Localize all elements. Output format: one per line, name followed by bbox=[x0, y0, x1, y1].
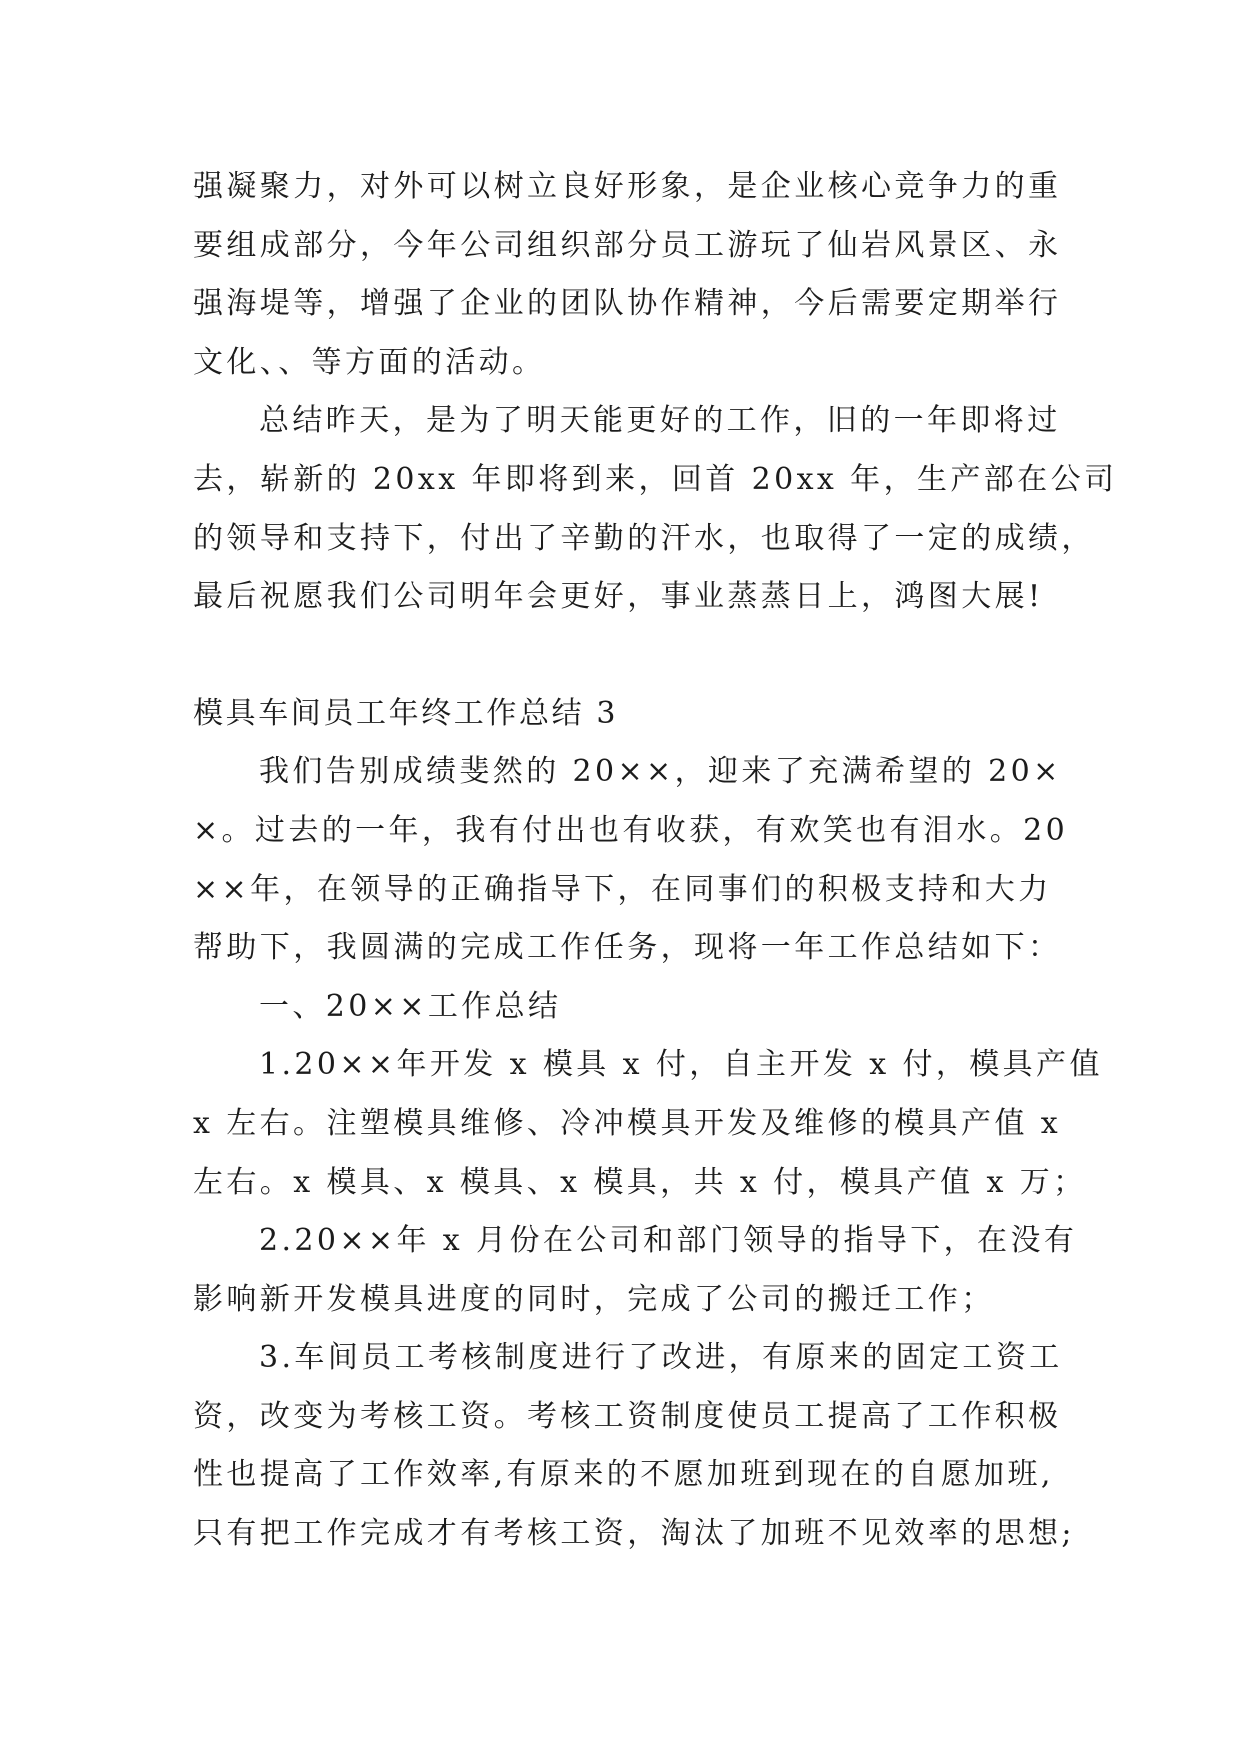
text-line: 性也提高了工作效率,有原来的不愿加班到现在的自愿加班, bbox=[193, 1457, 1054, 1493]
document-body bbox=[193, 158, 1118, 1564]
text-line: ×。过去的一年，我有付出也有收获，有欢笑也有泪水。20 bbox=[193, 812, 1069, 848]
list-item-3 bbox=[193, 1329, 1075, 1563]
text-line: 只有把工作完成才有考核工资，淘汰了加班不见效率的思想; bbox=[193, 1516, 1075, 1552]
text-line: x 左右。注塑模具维修、冷冲模具开发及维修的模具产值 x bbox=[193, 1105, 1062, 1141]
list-item-2 bbox=[193, 1212, 1078, 1329]
list-item-1 bbox=[193, 1036, 1103, 1212]
text-line: 影响新开发模具进度的同时，完成了公司的搬迁工作； bbox=[193, 1281, 995, 1317]
text-line: 强海堤等，增强了企业的团队协作精神，今后需要定期举行 bbox=[193, 286, 1062, 322]
text-line: 强凝聚力，对外可以树立良好形象，是企业核心竞争力的重 bbox=[193, 169, 1062, 204]
section-title: 模具车间员工年终工作总结 3 bbox=[193, 695, 619, 731]
text-line: 1.20××年开发 x 模具 x 付，自主开发 x 付，模具产值 bbox=[259, 1047, 1103, 1083]
text-line: 3.车间员工考核制度进行了改进，有原来的固定工资工 bbox=[259, 1340, 1063, 1376]
text-line: 去，崭新的 20xx 年即将到来，回首 20xx 年，生产部在公司 bbox=[193, 461, 1118, 497]
paragraph-1 bbox=[193, 158, 1062, 392]
text-line: 我们告别成绩斐然的 20××，迎来了充满希望的 20× bbox=[259, 754, 1062, 790]
text-line: 总结昨天，是为了明天能更好的工作，旧的一年即将过 bbox=[259, 403, 1061, 439]
text-line: 文化、、等方面的活动。 bbox=[193, 344, 546, 380]
text-line: 要组成部分，今年公司组织部分员工游玩了仙岩风景区、永 bbox=[193, 227, 1062, 263]
text-line: 最后祝愿我们公司明年会更好，事业蒸蒸日上，鸿图大展! bbox=[193, 579, 1044, 615]
text-line: 的领导和支持下，付出了辛勤的汗水，也取得了一定的成绩， bbox=[193, 520, 1095, 556]
paragraph-3 bbox=[193, 743, 1069, 977]
subheading: 一、20××工作总结 bbox=[259, 988, 562, 1024]
text-line: 帮助下，我圆满的完成工作任务，现将一年工作总结如下： bbox=[193, 930, 1062, 966]
section-gap bbox=[193, 627, 1055, 685]
text-line: 资，改变为考核工资。考核工资制度使员工提高了工作积极 bbox=[193, 1398, 1062, 1434]
text-line: 左右。x 模具、x 模具、x 模具，共 x 付，模具产值 x 万； bbox=[193, 1164, 1087, 1200]
paragraph-2 bbox=[193, 392, 1118, 626]
text-line: 2.20××年 x 月份在公司和部门领导的指导下，在没有 bbox=[259, 1223, 1078, 1259]
text-line: ××年，在领导的正确指导下，在同事们的积极支持和大力 bbox=[193, 871, 1052, 907]
